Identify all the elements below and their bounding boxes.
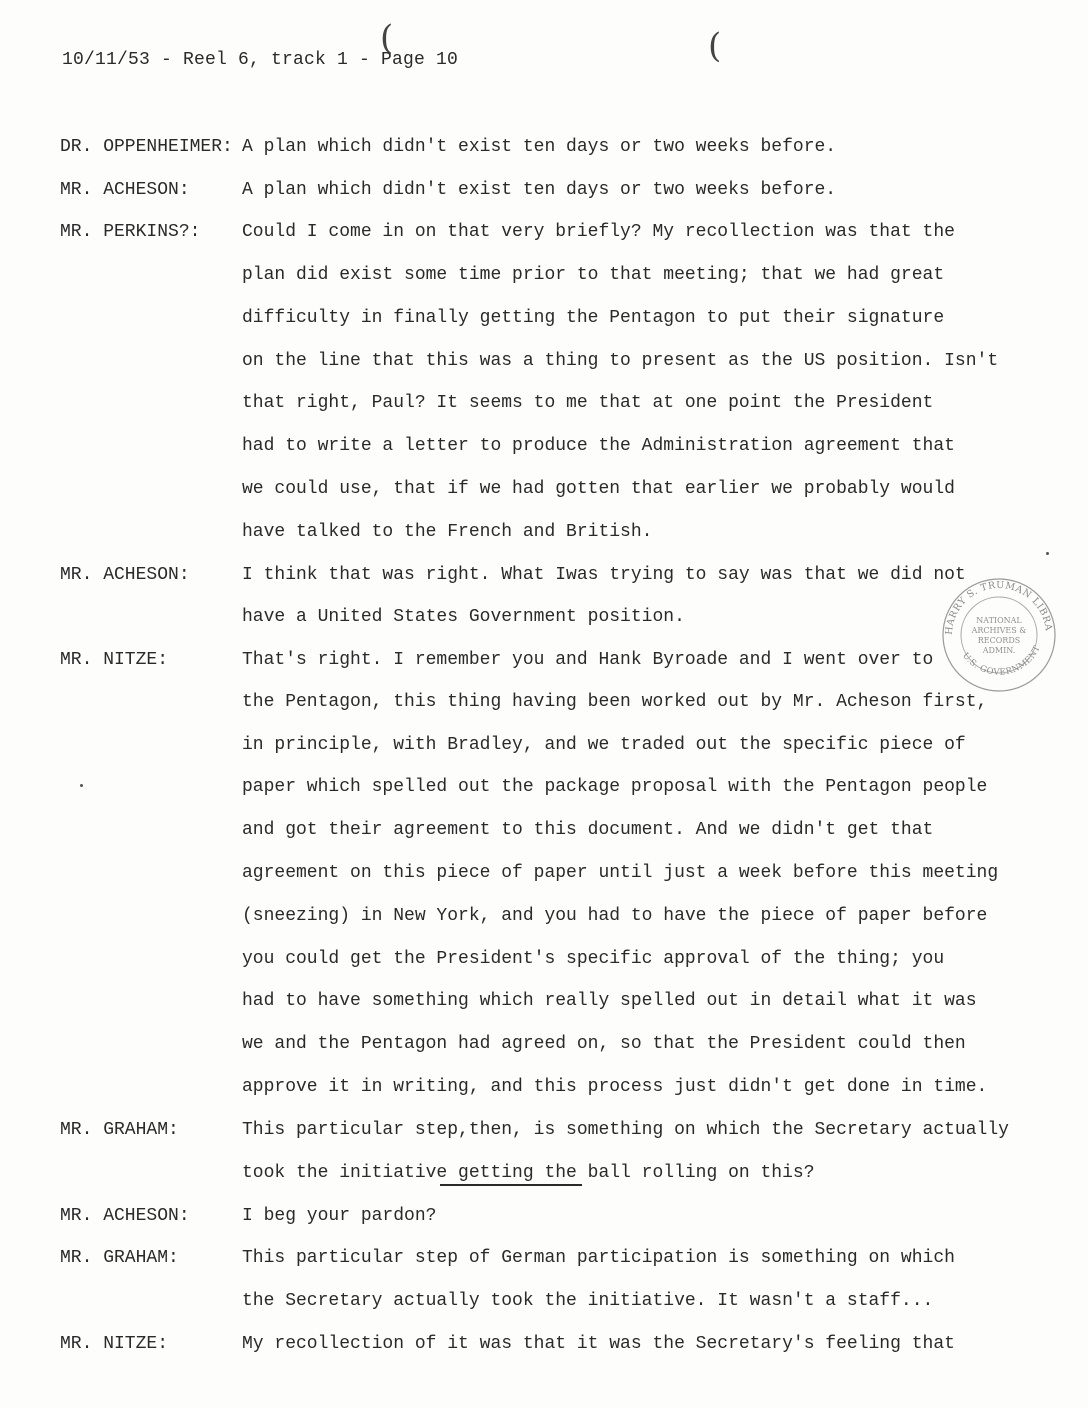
transcript-line: Could I come in on that very briefly? My recollection was that the (242, 222, 955, 242)
speaker-label: MR. ACHESON: (60, 180, 190, 200)
speaker-label: DR. OPPENHEIMER: (60, 137, 233, 157)
transcript-line: This particular step,then, is something on which the Secretary actually (242, 1120, 1009, 1140)
stamp-bottom-text: U.S. GOVERNMENT (960, 643, 1043, 678)
transcript-line: That's right. I remember you and Hank Byroade and I went over to (242, 650, 934, 670)
transcript-line: I think that was right. What Iwas trying to say was that we did not (242, 565, 966, 585)
margin-mark-left: ( (380, 18, 394, 58)
transcript-line: A plan which didn't exist ten days or two weeks before. (242, 137, 837, 157)
speaker-label: MR. GRAHAM: (60, 1248, 179, 1268)
transcript-line: the Secretary actually took the initiative. It wasn't a staff... (242, 1291, 934, 1311)
speaker-label: MR. GRAHAM: (60, 1120, 179, 1140)
transcript-line: that right, Paul? It seems to me that at one point the President (242, 393, 934, 413)
transcript-line: I beg your pardon? (242, 1206, 437, 1226)
transcript-line: we and the Pentagon had agreed on, so that the President could then (242, 1034, 966, 1054)
transcript-line: the Pentagon, this thing having been worked out by Mr. Acheson first, (242, 692, 988, 712)
transcript-line: in principle, with Bradley, and we traded out the specific piece of (242, 735, 966, 755)
stamp-inner-line: ADMIN. (982, 646, 1016, 655)
transcript-line: A plan which didn't exist ten days or two weeks before. (242, 180, 837, 200)
stray-mark (1046, 552, 1049, 555)
transcript-line: agreement on this piece of paper until just a week before this meeting (242, 863, 999, 883)
transcript-line: had to write a letter to produce the Administration agreement that (242, 436, 955, 456)
transcript-line: (sneezing) in New York, and you had to have the piece of paper before (242, 906, 988, 926)
transcript-line: plan did exist some time prior to that meeting; that we had great (242, 265, 945, 285)
transcript-line: My recollection of it was that it was the Secretary's feeling that (242, 1334, 955, 1354)
speaker-label: MR. PERKINS?: (60, 222, 201, 242)
transcript-line: you could get the President's specific approval of the thing; you (242, 949, 945, 969)
stamp-inner-line: RECORDS (977, 636, 1021, 645)
speaker-label: MR. NITZE: (60, 1334, 169, 1354)
margin-mark-right: ( (708, 26, 722, 66)
transcript-line: have a United States Government position. (242, 607, 685, 627)
transcript-line: difficulty in finally getting the Pentagon to put their signature (242, 308, 945, 328)
transcript-line: and got their agreement to this document. And we didn't get that (242, 820, 934, 840)
handwritten-underline (440, 1184, 582, 1186)
transcript-line: on the line that this was a thing to present as the US position. Isn't (242, 351, 999, 371)
stamp-inner-line: NATIONAL (976, 616, 1022, 625)
transcript-line: had to have something which really spelled out in detail what it was (242, 991, 977, 1011)
transcript-line: paper which spelled out the package proposal with the Pentagon people (242, 777, 988, 797)
transcript-line: approve it in writing, and this process just didn't get done in time. (242, 1077, 988, 1097)
archive-stamp (938, 574, 1060, 696)
archive-stamp-graphic (938, 574, 1060, 696)
transcript-line: we could use, that if we had gotten that earlier we probably would (242, 479, 955, 499)
page-header: 10/11/53 - Reel 6, track 1 - Page 10 (62, 50, 459, 70)
speaker-label: MR. ACHESON: (60, 1206, 190, 1226)
stamp-inner-line: ARCHIVES & (971, 626, 1027, 635)
stamp-ring-text: HARRY S. TRUMAN LIBRA (943, 579, 1054, 636)
transcript-line: took the initiative getting the ball rolling on this? (242, 1163, 815, 1183)
stray-mark (80, 784, 83, 787)
transcript-line: This particular step of German participation is something on which (242, 1248, 955, 1268)
speaker-label: MR. NITZE: (60, 650, 169, 670)
transcript-line: have talked to the French and British. (242, 522, 653, 542)
speaker-label: MR. ACHESON: (60, 565, 190, 585)
